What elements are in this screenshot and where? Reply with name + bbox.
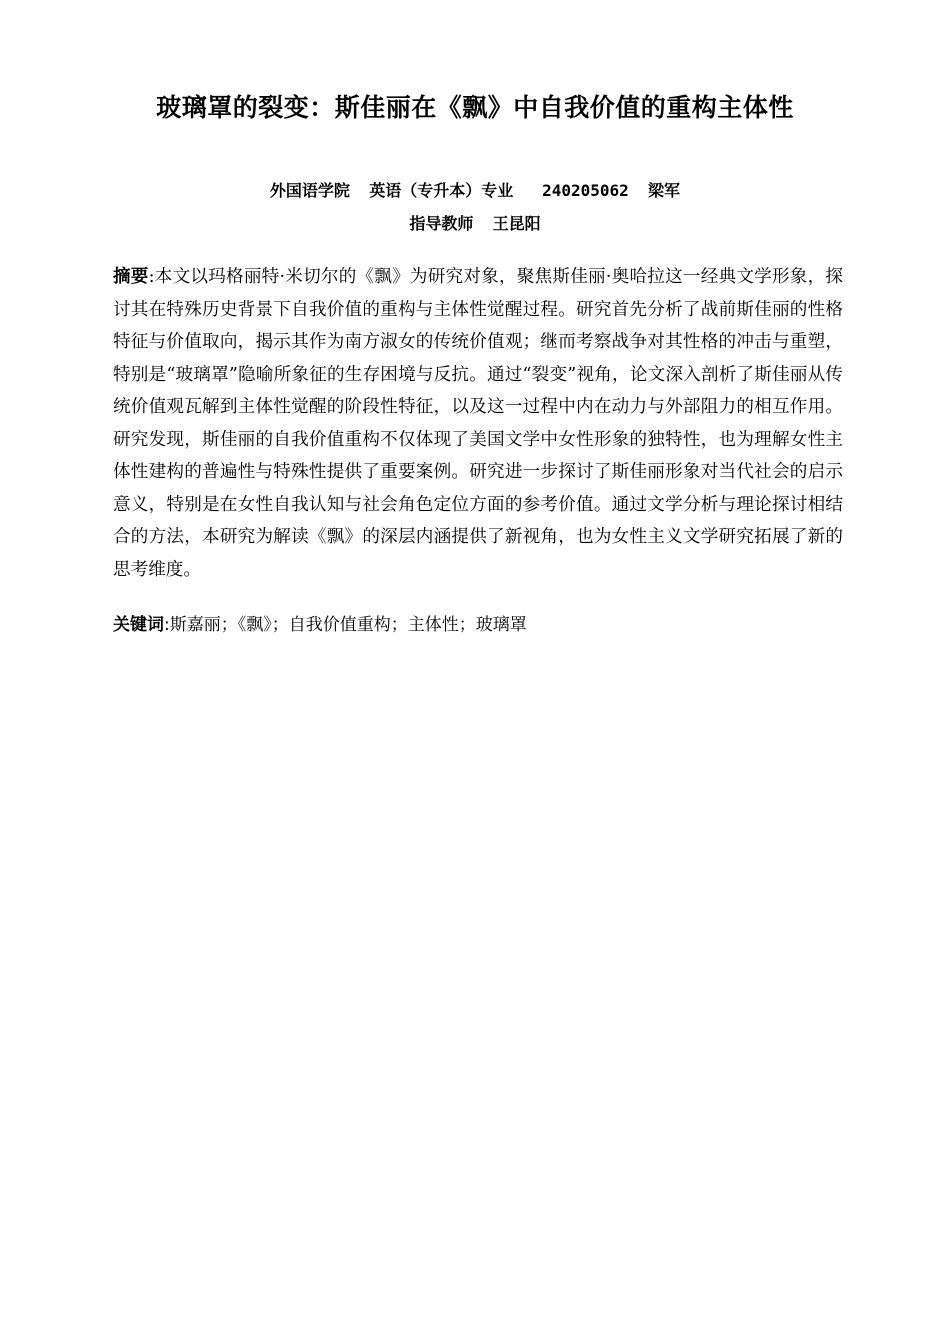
keywords-separator: :: [164, 615, 170, 635]
abstract-paragraph: [113, 261, 843, 586]
author-info: 外国语学院 英语（专升本）专业 240205062 梁军: [269, 181, 681, 200]
keywords-text: 斯嘉丽；《飘》；自我价值重构；主体性；玻璃罩: [169, 615, 527, 635]
abstract-label: 摘要: [113, 267, 149, 287]
page-title: 玻璃罩的裂变：斯佳丽在《飘》中自我价值的重构主体性: [156, 93, 794, 122]
abstract-text: 本文以玛格丽特·米切尔的《飘》为研究对象，聚焦斯佳丽·奥哈拉这一经典文学形象，探讨其在特殊历史背景下自我价值的重构与主体性觉醒过程。研究首先分析了战前斯佳丽的性格特征与价值取向，揭示其作为南方淑女的传统价值观；继而考察战争对其性格的冲击与重塑，特别是“玻璃罩”隐喻所象征的生存困境与反抗。通过“裂变”视角，论文深入剖析了斯佳丽从传统价值观瓦解到主体性觉醒的阶段性特征，以及这一过程中内在动力与外部阻力的相互作用。研究发现，斯佳丽的自我价值重构不仅体现了美国文学中女性形象的独特性，也为理解女性主体性建构的普遍性与特殊性提供了重要案例。研究进一步探讨了斯佳丽形象对当代社会的启示意义，特别是在女性自我认知与社会角色定位方面的参考价值。通过文学分析与理论探讨相结合的方法，本研究为解读《飘》的深层内涵提供了新视角，也为女性主义文学研究拓展了新的思考维度。: [113, 267, 843, 580]
keywords-label: 关键词: [113, 615, 164, 635]
keywords-line: [113, 610, 843, 640]
abstract-separator: :: [148, 267, 155, 287]
advisor-info: 指导教师 王昆阳: [409, 214, 541, 233]
